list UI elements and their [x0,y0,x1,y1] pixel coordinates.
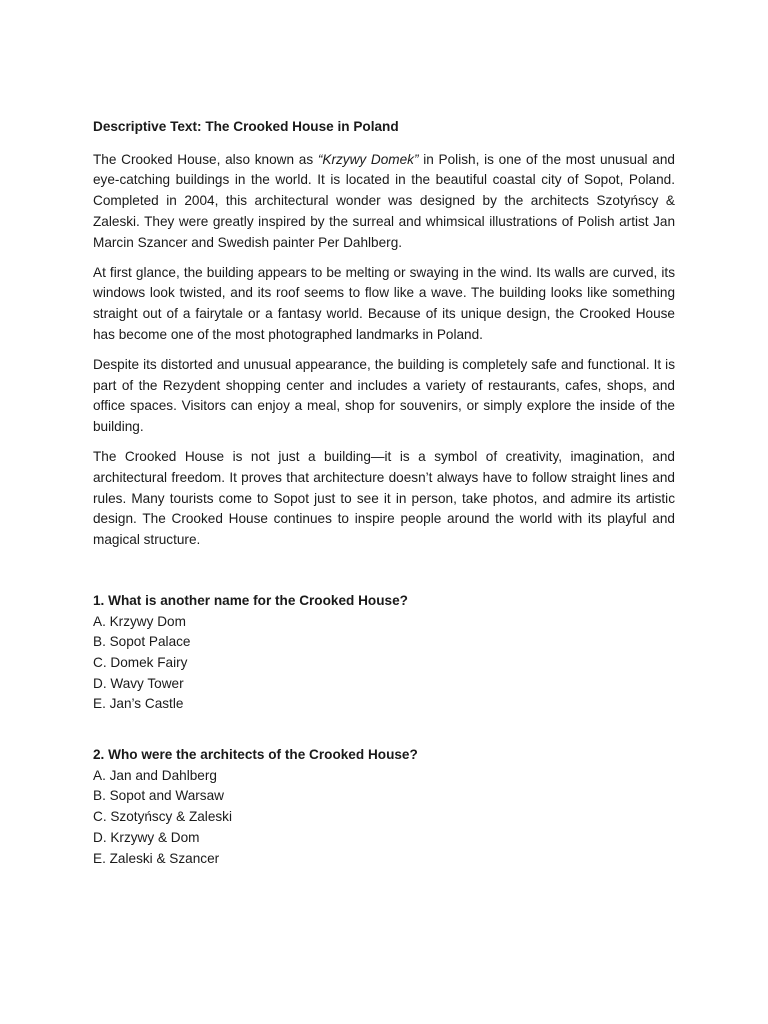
question-1-option-d: D. Wavy Tower [93,675,184,691]
question-2-option-c: C. Szotyńscy & Zaleski [93,809,232,825]
questions-section [93,591,675,869]
question-1-text: 1. What is another name for the Crooked House? [93,592,408,608]
question-2-option-e: E. Zaleski & Szancer [93,850,220,866]
paragraph-1-intro: The Crooked House, also known as [93,151,318,167]
question-1-option-c: C. Domek Fairy [93,654,188,670]
question-1-option-e: E. Jan’s Castle [93,696,184,712]
question-2 [93,745,675,869]
paragraph-3: Despite its distorted and unusual appearance, the building is completely safe and functional. It is part of the Rezydent shopping center and includes a variety of restaurants, cafes, shops, and office spaces. Visitors can enjoy a meal, shop for souvenirs, or simply explore the inside of the building. [93,357,675,435]
polish-name-emphasis: “Krzywy Domek” [317,151,419,167]
question-2-option-a: A. Jan and Dahlberg [93,767,217,783]
paragraph-4: The Crooked House is not just a building—it is a symbol of creativity, imagination, and architectural freedom. It proves that architecture doesn’t always have to follow straight lines and rules. Many tourists come to Sopot just to see it in person, take photos, and admire its artistic design. The Crooked House continues to inspire people around the world with its playful and magical structure. [93,449,675,548]
document-title: Descriptive Text: The Crooked House in Poland [93,119,399,134]
paragraph-1 [93,150,675,254]
question-2-option-b: B. Sopot and Warsaw [93,788,224,804]
document-page [93,117,675,899]
paragraph-1-body: in Polish, is one of the most unusual and eye-catching buildings in the world. It is located in the beautiful coastal city of Sopot, Poland. Completed in 2004, this architectural wonder was designed by the architects Szotyńscy & Zaleski. They were greatly inspired by the surreal and whimsical illustrations of Polish artist Jan Marcin Szancer and Swedish painter Per Dahlberg. [93,151,675,250]
question-1-option-a: A. Krzywy Dom [93,613,186,629]
question-1-option-b: B. Sopot Palace [93,634,191,650]
paragraph-2: At first glance, the building appears to be melting or swaying in the wind. Its walls are curved, its windows look twisted, and its roof seems to flow like a wave. The building looks like something straight out of a fairytale or a fantasy world. Because of its unique design, the Crooked House has become one of the most photographed landmarks in Poland. [93,264,675,342]
question-2-option-d: D. Krzywy & Dom [93,829,200,845]
question-2-text: 2. Who were the architects of the Crooked House? [93,747,418,763]
question-1 [93,591,675,715]
